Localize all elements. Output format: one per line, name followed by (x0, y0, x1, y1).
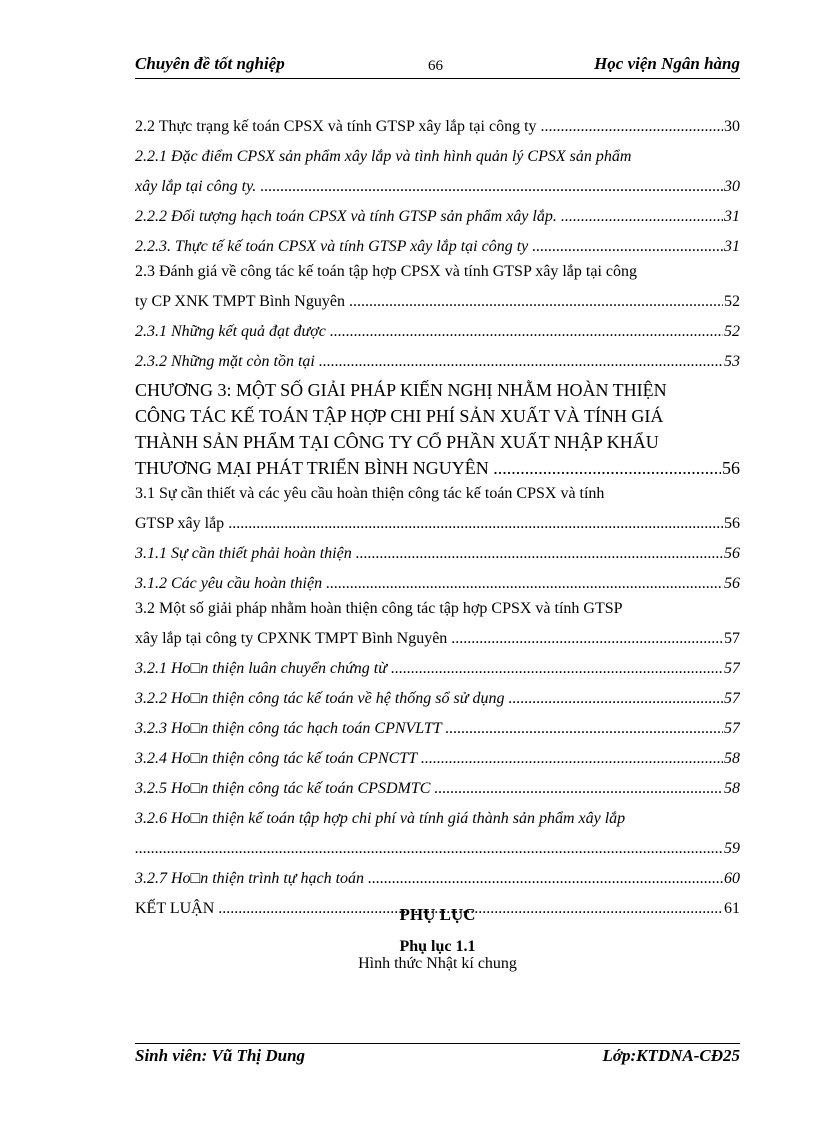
toc-entry (135, 656, 740, 681)
toc-entry-text: 2.3.2 Những mặt còn tồn tại ..... (135, 349, 740, 374)
toc-entry (135, 716, 740, 741)
toc-entry-page: 58 (723, 776, 740, 801)
chapter-heading (135, 377, 740, 481)
toc-entry (135, 541, 740, 566)
toc-entry-page: 58 (723, 746, 740, 771)
toc-entry-line1: 2.3 Đánh giá về công tác kế toán tập hợp CPSX và tính GTSP xây lắp tại công (135, 263, 637, 280)
toc-entry-text: 3.2.4 Ho□n thiện công tác kế toán CPNCTT ..... (135, 746, 740, 771)
toc-entry (135, 455, 740, 481)
toc-entry-page: 56 (723, 511, 740, 536)
toc-entry (135, 289, 740, 314)
table-of-contents (135, 114, 740, 921)
toc-entry (135, 686, 740, 711)
toc-entry-text: xây lắp tại công ty CPXNK TMPT Bình Nguyên ..... (135, 626, 740, 651)
toc-entry-page: 31 (723, 234, 740, 259)
appendix-subtitle: Phụ lục 1.1 (399, 938, 476, 955)
toc-entry-line1: 3.1 Sự cần thiết và các yêu cầu hoàn thiện công tác kế toán CPSX và tính (135, 485, 605, 502)
toc-entry-page: 56 (721, 455, 740, 481)
toc-entry-text: 2.2 Thực trạng kế toán CPSX và tính GTSP xây lắp tại công ty ..... (135, 114, 740, 139)
toc-entry-text: KẾT LUẬN ..... (135, 896, 740, 921)
chapter-line: CÔNG TÁC KẾ TOÁN TẬP HỢP CHI PHÍ SẢN XUẤT VÀ TÍNH GIÁ (135, 406, 664, 426)
toc-entry-line1: 2.2.1 Đặc điểm CPSX sản phẩm xây lắp và tình hình quản lý CPSX sản phẩm (135, 148, 632, 165)
header-left-title: Chuyên đề tốt nghiệp (135, 54, 285, 73)
toc-entry (135, 234, 740, 259)
chapter-line: CHƯƠNG 3: MỘT SỐ GIẢI PHÁP KIẾN NGHỊ NHẰM HOÀN THIỆN (135, 380, 667, 400)
toc-entry-page: 30 (723, 174, 740, 199)
toc-entry (135, 776, 740, 801)
toc-entry (135, 511, 740, 536)
toc-entry-page: 57 (723, 656, 740, 681)
footer-class: Lớp:KTDNA-CĐ25 (602, 1046, 740, 1065)
toc-entry-page: 52 (723, 319, 740, 344)
toc-entry-text (135, 836, 740, 861)
toc-entry-line1: 3.2 Một số giải pháp nhằm hoàn thiện công tác tập hợp CPSX và tính GTSP (135, 600, 623, 617)
toc-entry (135, 626, 740, 651)
toc-entry-line1: 3.2.6 Ho□n thiện kế toán tập hợp chi phí và tính giá thành sản phẩm xây lắp (135, 810, 626, 827)
toc-entry-page: 61 (723, 896, 740, 921)
toc-entry-page: 30 (723, 114, 740, 139)
toc-entry-page: 57 (723, 686, 740, 711)
toc-entry-page: 57 (723, 626, 740, 651)
toc-entry-text: GTSP xây lắp ..... (135, 511, 740, 536)
toc-entry-page: 31 (723, 204, 740, 229)
toc-entry-text: 3.2.1 Ho□n thiện luân chuyển chứng từ ..... (135, 656, 740, 681)
toc-entry-text: 2.3.1 Những kết quả đạt được ..... (135, 319, 740, 344)
footer-student: Sinh viên: Vũ Thị Dung (135, 1046, 306, 1065)
toc-entry-text: xây lắp tại công ty. ..... (135, 174, 740, 199)
toc-entry-text: ty CP XNK TMPT Bình Nguyên ..... (135, 289, 740, 314)
toc-entry-text: 3.2.2 Ho□n thiện công tác kế toán về hệ thống sổ sử dụng ..... (135, 686, 740, 711)
toc-entry (135, 746, 740, 771)
toc-entry (135, 204, 740, 229)
toc-entry-text: 3.1.2 Các yêu cầu hoàn thiện ..... (135, 571, 740, 596)
toc-entry (135, 174, 740, 199)
toc-entry-text: 2.2.3. Thực tế kế toán CPSX và tính GTSP xây lắp tại công ty ..... (135, 234, 740, 259)
toc-entry-text: 3.2.5 Ho□n thiện công tác kế toán CPSDMTC ..... (135, 776, 740, 801)
toc-entry-text: 3.1.1 Sự cần thiết phải hoàn thiện ..... (135, 541, 740, 566)
page-header (135, 52, 740, 79)
toc-entry-text: 2.2.2 Đối tượng hạch toán CPSX và tính GTSP sản phẩm xây lắp. ..... (135, 204, 740, 229)
toc-entry (135, 349, 740, 374)
appendix-title: PHỤ LỤC (399, 905, 476, 924)
toc-entry-page: 56 (723, 571, 740, 596)
page-footer (135, 1043, 740, 1070)
toc-entry-page: 52 (723, 289, 740, 314)
toc-entry (135, 571, 740, 596)
toc-entry-page: 59 (723, 836, 740, 861)
page-number: 66 (428, 58, 443, 74)
toc-entry-page: 56 (723, 541, 740, 566)
toc-entry-text: 3.2.7 Ho□n thiện trình tự hạch toán ..... (135, 866, 740, 891)
toc-entry (135, 866, 740, 891)
toc-entry-page: 60 (723, 866, 740, 891)
toc-entry (135, 319, 740, 344)
header-right-title: Học viện Ngân hàng (594, 54, 740, 73)
toc-entry-page: 57 (723, 716, 740, 741)
chapter-line: THÀNH SẢN PHẨM TẠI CÔNG TY CỔ PHẦN XUẤT NHẬP KHẨU (135, 432, 659, 452)
toc-entry (135, 114, 740, 139)
appendix-description: Hình thức Nhật kí chung (358, 955, 517, 972)
toc-entry-text: THƯƠNG MẠI PHÁT TRIỂN BÌNH NGUYÊN ..... (135, 455, 740, 481)
appendix-section (135, 905, 740, 973)
toc-entry (135, 836, 740, 861)
toc-entry-page: 53 (723, 349, 740, 374)
toc-entry-text: 3.2.3 Ho□n thiện công tác hạch toán CPNVLTT ..... (135, 716, 740, 741)
